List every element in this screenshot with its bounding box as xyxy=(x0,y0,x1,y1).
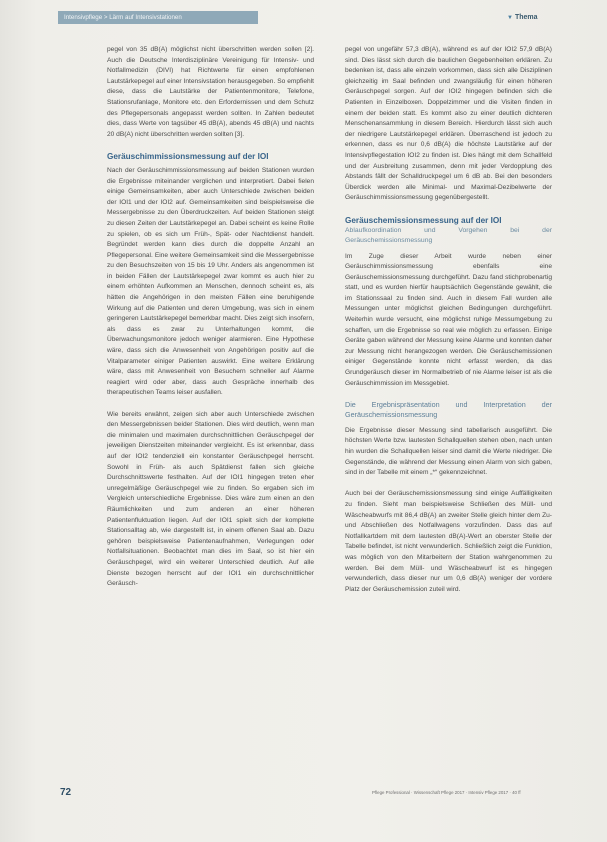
section-header-bar xyxy=(58,11,258,24)
left-paragraph-3: Wie bereits erwähnt, zeigen sich aber auch Unterschiede zwischen den Messergebnissen beider Stationen. Dies wird deutlich, wenn man die minimalen und maximalen durchschnittlichen Geräuschpegel der jeweiligen Dienstzeiten miteinander vergleicht. Es ist erkennbar, dass auf der IOI2 tendenziell ein konstanter Geräuschpegel herrscht. Sowohl in Früh- als auch Spätdienst fallen sich gleiche Durchschnittswerte festhalten. Auf der IOI1 hingegen treten eher unregelmäßige Geräuschpegel wie zu finden. So ergaben sich im Vergleich unterschiedliche Ergebnisse. Dies wäre zum einen an den Räumlichkeiten und zum anderen an einer höheren Patientenfluktuation liegen. Auf der IOI1 spielt sich der komplette Stationsalltag ab, wie dargestellt ist, in einem offenen Saal ab. Dazu gehören beispielsweise Patientenaufnahmen, Verlegungen oder Notfallsituationen. Beobachtet man dies im Saal, so ist hier ein Geräuschpegel, wird ein weiterer Unterschied deutlich. Auf alle Dienste bezogen herrscht auf der IOI1 ein durchschnittlicher Geräusch- xyxy=(107,410,314,588)
right-paragraph-1: pegel von ungefähr 57,3 dB(A), während es auf der IOI2 57,9 dB(A) sind. Dies lässt sich durch die baulichen Gegebenheiten erklären. Zu bedenken ist, dass alle einzeln vorkommen, dass sich alle Disziplinen gleichzeitig im Saal befinden und zwangsläufig für einen höheren Geräuschpegel sorgen. Auf der IOI2 hingegen befinden sich die Patienten in Einzelboxen. Doppelzimmer und die Visiten finden in einem der beiden statt. Es kommt also zu einer deutlich dichteren Menschenansammlung in diesem Bereich. Hierdurch lässt sich auch der niedrigere Lautstärkepegel erklären. Überraschend ist jedoch zu erkennen, dass es nur 0,6 dB(A) die höchste Lautstärke auf der Intensivpflegestation IOI2 zu finden ist. Dies hängt mit dem Schallfeld und der Ausbreitung zusammen, denn mit jeder Verdopplung des Abstands fällt der Schalldruckpegel um 6 dB ab. Bei den besonders Überdick werden alle Minimal- und Maximal-Dezibelwerte der Geräuschimmissionsmessung gegenübergestellt. xyxy=(345,46,552,202)
right-column xyxy=(345,45,552,595)
right-section-heading: Geräuschemissionsmessung auf der IOI xyxy=(345,215,502,225)
left-paragraph-2: Nach der Geräuschimmissionsmessung auf beiden Stationen wurden die Ergebnisse miteinander verglichen und interpretiert. Dabei fielen einige Gemeinsamkeiten, aber auch Unterschiede zwischen beiden der IOI1 und der IOI2 auf. Gemeinsamkeiten sind beispielsweise die Messergebnisse zu den Überdruckzeiten. Auf beiden Stationen steigt zu diesen Zeiten der Lautstärkepegel an. Dabei scheint es keine Rolle zu spielen, ob es sich um Früh-, Spät- oder Nachtdienst handelt. Begründet werden kann dies durch die doppelte Anzahl an Pflegepersonal. Eine weitere Gemeinsamkeit sind die Messergebnisse zu den Besuchszeiten von 15 bis 19 Uhr. Anders als angenommen ist in beiden Fällen der Lautstärkepegel zwar kommt es auch hier zu einem erhöhten Aufkommen an Menschen, dennoch scheint es, als hätten die Angehörigen in den meisten Fällen eine beruhigende Wirkung auf die Patienten und deren Umgebung, was sich in einem geringeren Lautstärkepegel bemerkbar macht. Dies zeigt sich insofern, als dass es zwar zu Unterhaltungen kommt, die Überwachungsmonitore jedoch weniger alarmieren. Eine Hypothese wäre, dass sich die Anwesenheit von Angehörigen positiv auf die Vitalparameter einiger Patienten auswirkt. Eine weitere Erklärung wäre, dass mit Anwesenheit von Besuchern schneller auf Alarme reagiert wird oder aber, dass auch Gespräche innerhalb des therapeutischen Teams leiser ausfallen. xyxy=(107,166,314,397)
left-column xyxy=(107,45,314,590)
topic-tag xyxy=(507,11,538,24)
right-paragraph-3: Die Ergebnisse dieser Messung sind tabellarisch ausgeführt. Die höchsten Werte bzw. lautesten Schallquellen stehen oben, nach unten hin wurden die Schallquellen leiser sind damit die Werte niedriger. Die Gegenstände, die während der Messung einen Alarm von sich gaben, sind in der Tabelle mit einem „*“ gekennzeichnet. xyxy=(345,426,552,477)
right-paragraph-4: Auch bei der Geräuschemissionsmessung sind einige Auffälligkeiten zu finden. Sieht man beispielsweise Schließen des Müll- und Wäscheabwurfs mit 86,4 dB(A) an zweiter Stelle gleich hinter dem Zu- und Abschließen des Notfallwagens vorzufinden. Dass das auf Notfallkartdem mit dem lautesten dB(A)-Wert an oberster Stelle der Tabelle befindet, ist nicht verwunderlich. Schließlich zeigt die Funktion, was möglich von den Mitarbeitern der Station wahrgenommen zu werden. Bei dem Müll- und Wäscheabwurf ist es hingegen verwunderlich, dass dieser nur um 0,6 dB(A) weniger der vordere Platz der Geräuschemission zuteil wird. xyxy=(345,490,552,593)
footer-citation: Pflege Professional · Wissenschaft Pflege 2017 · Intensiv Pflege 2017 · 40 ff xyxy=(372,790,521,795)
right-paragraph-2: Im Zuge dieser Arbeit wurde neben einer Geräuschimmissionsmessung ebenfalls eine Geräuschemissionsmessung durchgeführt. Dazu fand stichprobenartig statt, und es wurden hierfür hauptsächlich Gegenstände gewählt, die im Stationssaal zu finden sind. Auch in diesem Fall wurden alle Messungen unter möglichst gleichen Bedingungen durchgeführt. Weiterhin wurde versucht, eine möglichst ruhige Messumgebung zu schaffen, um die Ergebnisse so real wie möglich zu erfassen. Einige Geräte gaben während der Messung keine Alarme und konnten daher zur Messung nicht herangezogen werden. Die Geräuschemissionen einiger Gegenstände konnte nicht erfasst werden, da das Grundgeräusch dieser im Normalbetrieb of nie Alarme leiser ist als die Geräuschimmission im Messgebiet. xyxy=(345,252,552,387)
right-subheading: Ablaufkoordination und Vorgehen bei der Geräuschemissionsmessung xyxy=(345,226,552,244)
topic-label: Thema xyxy=(514,14,538,21)
left-paragraph-1: pegel von 35 dB(A) möglichst nicht überschritten werden sollen [2]. Auch die Deutsche Interdisziplinäre Vereinigung für Intensiv- und Notfallmedizin (DIVI) hat Richtwerte für einen empfohlenen Lautstärkepegel auf einer Intensivstation herausgegeben. So empfiehlt diese, dass die Lautstärke der Patientenmonitore, Telefone, Stationsrufanlage, Monitore etc. den Erfordernissen und dem Schutz des Pflegepersonals angepasst werden sollten. In Zahlen bedeutet dies, dass Werte von tagsüber 45 dB(A), abends 45 dB(A) und nachts 20 dB(A) nicht überschritten werden sollten [3]. xyxy=(107,46,314,138)
section-header-label: Intensivpflege > Lärm auf Intensivstationen xyxy=(64,14,182,21)
right-results-heading: Die Ergebnispräsentation und Interpretation der Geräuschemissionsmessung xyxy=(345,399,552,419)
page-number: 72 xyxy=(60,787,72,798)
left-section-heading: Geräuschimmissionsmessung auf der IOI xyxy=(107,151,269,161)
triangle-marker-icon: ▼ xyxy=(507,15,513,21)
